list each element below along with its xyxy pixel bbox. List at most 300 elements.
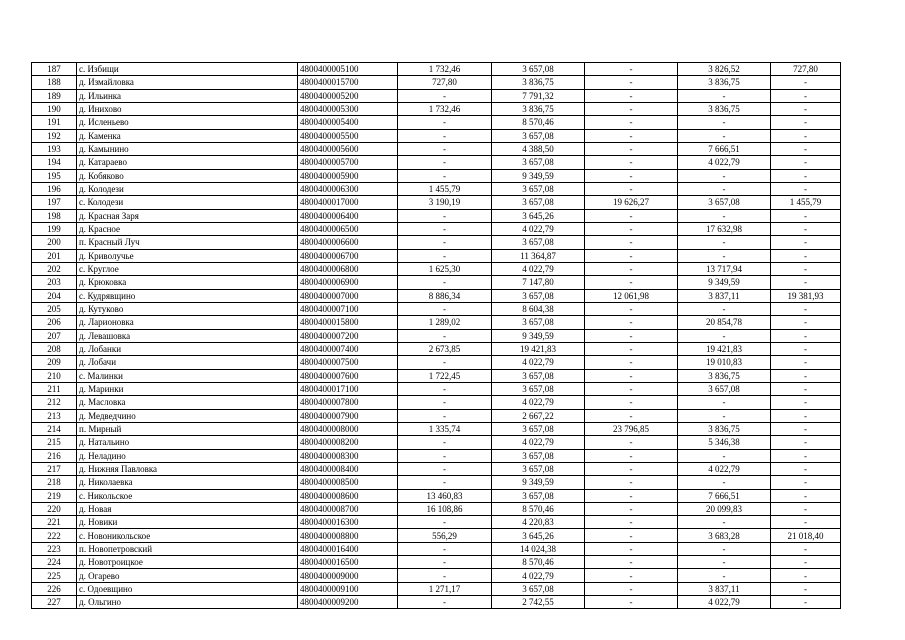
settlement-name: д. Масловка <box>77 396 298 409</box>
value-col-4: 3 826,52 <box>678 63 771 76</box>
value-col-3: - <box>585 516 678 529</box>
value-col-4: 4 022,79 <box>678 462 771 475</box>
value-col-2: 3 657,08 <box>492 129 585 142</box>
value-col-1: 1 722,45 <box>398 369 492 382</box>
settlement-name: д. Инихово <box>77 102 298 115</box>
row-number: 208 <box>32 342 77 355</box>
row-number: 193 <box>32 142 77 155</box>
value-col-5: - <box>771 249 841 262</box>
row-number: 216 <box>32 449 77 462</box>
settlement-name: с. Одоевщино <box>77 582 298 595</box>
table-row <box>32 436 841 449</box>
value-col-4: - <box>678 409 771 422</box>
value-col-3: - <box>585 596 678 609</box>
value-col-1: 16 108,86 <box>398 502 492 515</box>
oktmo-code: 4800400005500 <box>298 129 398 142</box>
value-col-3: - <box>585 396 678 409</box>
value-col-3: - <box>585 302 678 315</box>
value-col-1: - <box>398 569 492 582</box>
oktmo-code: 4800400008700 <box>298 502 398 515</box>
value-col-1: - <box>398 209 492 222</box>
oktmo-code: 4800400016400 <box>298 542 398 555</box>
table-row <box>32 76 841 89</box>
value-col-3: - <box>585 462 678 475</box>
row-number: 223 <box>32 542 77 555</box>
value-col-3: - <box>585 356 678 369</box>
value-col-4: 9 349,59 <box>678 276 771 289</box>
row-number: 205 <box>32 302 77 315</box>
value-col-5: - <box>771 276 841 289</box>
value-col-1: - <box>398 542 492 555</box>
table-row <box>32 342 841 355</box>
table-row <box>32 209 841 222</box>
settlement-name: с. Малинки <box>77 369 298 382</box>
table-row <box>32 569 841 582</box>
value-col-1: 1 625,30 <box>398 262 492 275</box>
value-col-4: 4 022,79 <box>678 156 771 169</box>
row-number: 200 <box>32 236 77 249</box>
value-col-1: - <box>398 236 492 249</box>
value-col-4: - <box>678 556 771 569</box>
value-col-5: - <box>771 182 841 195</box>
table-row <box>32 102 841 115</box>
value-col-2: 3 657,08 <box>492 316 585 329</box>
settlement-name: д. Ильинка <box>77 89 298 102</box>
table-row <box>32 516 841 529</box>
table-row <box>32 302 841 315</box>
settlement-name: д. Ольгино <box>77 596 298 609</box>
table-row <box>32 129 841 142</box>
value-col-1: 727,80 <box>398 76 492 89</box>
row-number: 224 <box>32 556 77 569</box>
settlement-name: с. Круглое <box>77 262 298 275</box>
settlement-name: с. Кудрявщино <box>77 289 298 302</box>
value-col-5: - <box>771 422 841 435</box>
value-col-3: - <box>585 476 678 489</box>
settlement-name: п. Мирный <box>77 422 298 435</box>
value-col-2: 2 667,22 <box>492 409 585 422</box>
value-col-4: - <box>678 516 771 529</box>
value-col-4: 17 632,98 <box>678 222 771 235</box>
row-number: 211 <box>32 382 77 395</box>
value-col-3: - <box>585 182 678 195</box>
settlement-name: д. Лобанки <box>77 342 298 355</box>
value-col-5: - <box>771 89 841 102</box>
oktmo-code: 4800400007600 <box>298 369 398 382</box>
oktmo-code: 4800400006400 <box>298 209 398 222</box>
table-row <box>32 489 841 502</box>
value-col-5: - <box>771 209 841 222</box>
settlement-name: д. Ларионовка <box>77 316 298 329</box>
value-col-4: - <box>678 182 771 195</box>
value-col-1: - <box>398 222 492 235</box>
value-col-5: 19 381,93 <box>771 289 841 302</box>
value-col-1: 1 455,79 <box>398 182 492 195</box>
oktmo-code: 4800400009100 <box>298 582 398 595</box>
value-col-4: 20 854,78 <box>678 316 771 329</box>
value-col-3: - <box>585 342 678 355</box>
row-number: 191 <box>32 116 77 129</box>
value-col-2: 9 349,59 <box>492 329 585 342</box>
value-col-3: - <box>585 63 678 76</box>
value-col-4: - <box>678 249 771 262</box>
value-col-1: 3 190,19 <box>398 196 492 209</box>
value-col-5: - <box>771 76 841 89</box>
row-number: 222 <box>32 529 77 542</box>
value-col-1: 1 732,46 <box>398 102 492 115</box>
value-col-1: 1 271,17 <box>398 582 492 595</box>
value-col-4: - <box>678 449 771 462</box>
value-col-3: - <box>585 329 678 342</box>
value-col-5: - <box>771 236 841 249</box>
oktmo-code: 4800400015700 <box>298 76 398 89</box>
value-col-4: 19 421,83 <box>678 342 771 355</box>
value-col-3: - <box>585 76 678 89</box>
settlement-name: д. Криволучье <box>77 249 298 262</box>
row-number: 226 <box>32 582 77 595</box>
value-col-5: - <box>771 356 841 369</box>
oktmo-code: 4800400008600 <box>298 489 398 502</box>
value-col-2: 4 022,79 <box>492 569 585 582</box>
oktmo-code: 4800400015800 <box>298 316 398 329</box>
value-col-2: 4 022,79 <box>492 222 585 235</box>
value-col-2: 3 645,26 <box>492 529 585 542</box>
settlement-name: д. Кутуково <box>77 302 298 315</box>
value-col-1: - <box>398 476 492 489</box>
settlement-name: д. Лобачи <box>77 356 298 369</box>
value-col-1: 1 289,02 <box>398 316 492 329</box>
settlement-name: д. Николаевка <box>77 476 298 489</box>
oktmo-code: 4800400005900 <box>298 169 398 182</box>
table-row <box>32 116 841 129</box>
table-row <box>32 449 841 462</box>
value-col-2: 3 657,08 <box>492 236 585 249</box>
value-col-5: - <box>771 222 841 235</box>
value-col-2: 9 349,59 <box>492 476 585 489</box>
oktmo-code: 4800400009200 <box>298 596 398 609</box>
table-row <box>32 582 841 595</box>
value-col-4: - <box>678 476 771 489</box>
value-col-3: - <box>585 529 678 542</box>
oktmo-code: 4800400006500 <box>298 222 398 235</box>
row-number: 194 <box>32 156 77 169</box>
value-col-2: 3 657,08 <box>492 422 585 435</box>
value-col-4: 5 346,38 <box>678 436 771 449</box>
value-col-5: - <box>771 596 841 609</box>
oktmo-code: 4800400017000 <box>298 196 398 209</box>
oktmo-code: 4800400005400 <box>298 116 398 129</box>
value-col-2: 3 657,08 <box>492 369 585 382</box>
value-col-5: 727,80 <box>771 63 841 76</box>
settlement-name: д. Натальино <box>77 436 298 449</box>
value-col-3: - <box>585 542 678 555</box>
oktmo-code: 4800400008000 <box>298 422 398 435</box>
oktmo-code: 4800400009000 <box>298 569 398 582</box>
table-row <box>32 196 841 209</box>
row-number: 212 <box>32 396 77 409</box>
value-col-5: - <box>771 476 841 489</box>
value-col-2: 4 388,50 <box>492 142 585 155</box>
value-col-5: - <box>771 329 841 342</box>
value-col-4: - <box>678 396 771 409</box>
value-col-1: - <box>398 436 492 449</box>
table-row <box>32 556 841 569</box>
settlement-name: д. Огарево <box>77 569 298 582</box>
value-col-1: 556,29 <box>398 529 492 542</box>
value-col-4: 13 717,94 <box>678 262 771 275</box>
value-col-2: 4 022,79 <box>492 436 585 449</box>
value-col-2: 3 657,08 <box>492 449 585 462</box>
value-col-3: - <box>585 89 678 102</box>
value-col-5: - <box>771 382 841 395</box>
value-col-1: 1 335,74 <box>398 422 492 435</box>
value-col-3: - <box>585 276 678 289</box>
value-col-4: 3 836,75 <box>678 76 771 89</box>
row-number: 195 <box>32 169 77 182</box>
settlement-name: с. Новоникольское <box>77 529 298 542</box>
settlement-name: д. Камынино <box>77 142 298 155</box>
value-col-2: 3 657,08 <box>492 156 585 169</box>
value-col-3: - <box>585 556 678 569</box>
row-number: 206 <box>32 316 77 329</box>
value-col-3: - <box>585 222 678 235</box>
value-col-2: 8 570,46 <box>492 502 585 515</box>
value-col-3: - <box>585 369 678 382</box>
value-col-2: 7 791,32 <box>492 89 585 102</box>
row-number: 190 <box>32 102 77 115</box>
oktmo-code: 4800400006300 <box>298 182 398 195</box>
row-number: 210 <box>32 369 77 382</box>
value-col-3: - <box>585 449 678 462</box>
settlement-name: д. Левашовка <box>77 329 298 342</box>
value-col-2: 7 147,80 <box>492 276 585 289</box>
value-col-3: - <box>585 262 678 275</box>
row-number: 218 <box>32 476 77 489</box>
table-row <box>32 89 841 102</box>
oktmo-code: 4800400007400 <box>298 342 398 355</box>
value-col-5: - <box>771 489 841 502</box>
value-col-1: 13 460,83 <box>398 489 492 502</box>
table-row <box>32 156 841 169</box>
settlement-name: с. Никольское <box>77 489 298 502</box>
value-col-3: - <box>585 116 678 129</box>
value-col-2: 3 657,08 <box>492 196 585 209</box>
settlement-name: д. Кобяково <box>77 169 298 182</box>
settlement-name: д. Маринки <box>77 382 298 395</box>
value-col-3: - <box>585 436 678 449</box>
value-col-2: 8 570,46 <box>492 556 585 569</box>
value-col-5: - <box>771 342 841 355</box>
oktmo-code: 4800400008300 <box>298 449 398 462</box>
value-col-3: - <box>585 236 678 249</box>
value-col-2: 8 604,38 <box>492 302 585 315</box>
table-row <box>32 236 841 249</box>
value-col-4: - <box>678 329 771 342</box>
row-number: 215 <box>32 436 77 449</box>
value-col-5: - <box>771 169 841 182</box>
value-col-4: - <box>678 129 771 142</box>
settlement-name: д. Новая <box>77 502 298 515</box>
row-number: 204 <box>32 289 77 302</box>
value-col-4: - <box>678 569 771 582</box>
value-col-2: 11 364,87 <box>492 249 585 262</box>
table-row <box>32 63 841 76</box>
settlement-name: д. Измайловка <box>77 76 298 89</box>
value-col-5: - <box>771 569 841 582</box>
row-number: 221 <box>32 516 77 529</box>
oktmo-code: 4800400006700 <box>298 249 398 262</box>
value-col-4: 3 836,75 <box>678 422 771 435</box>
settlement-name: д. Нижняя Павловка <box>77 462 298 475</box>
settlement-name: д. Новики <box>77 516 298 529</box>
value-col-3: - <box>585 569 678 582</box>
table-row <box>32 409 841 422</box>
settlement-name: д. Каменка <box>77 129 298 142</box>
value-col-1: - <box>398 156 492 169</box>
value-col-5: - <box>771 316 841 329</box>
value-col-1: - <box>398 396 492 409</box>
table-row <box>32 276 841 289</box>
row-number: 214 <box>32 422 77 435</box>
value-col-3: - <box>585 169 678 182</box>
value-col-5: - <box>771 556 841 569</box>
value-col-4: - <box>678 236 771 249</box>
row-number: 197 <box>32 196 77 209</box>
row-number: 196 <box>32 182 77 195</box>
value-col-1: 2 673,85 <box>398 342 492 355</box>
row-number: 201 <box>32 249 77 262</box>
settlement-name: д. Катараево <box>77 156 298 169</box>
value-col-3: - <box>585 489 678 502</box>
value-col-1: - <box>398 142 492 155</box>
value-col-1: - <box>398 382 492 395</box>
value-col-2: 3 836,75 <box>492 76 585 89</box>
value-col-4: 4 022,79 <box>678 596 771 609</box>
value-col-2: 14 024,38 <box>492 542 585 555</box>
value-col-1: - <box>398 356 492 369</box>
oktmo-code: 4800400016300 <box>298 516 398 529</box>
value-col-5: - <box>771 462 841 475</box>
table-row <box>32 262 841 275</box>
value-col-4: 7 666,51 <box>678 489 771 502</box>
table-row <box>32 596 841 609</box>
settlements-table <box>31 62 841 609</box>
value-col-1: - <box>398 329 492 342</box>
row-number: 225 <box>32 569 77 582</box>
oktmo-code: 4800400005600 <box>298 142 398 155</box>
value-col-1: - <box>398 596 492 609</box>
value-col-2: 3 657,08 <box>492 182 585 195</box>
value-col-4: - <box>678 116 771 129</box>
value-col-3: - <box>585 382 678 395</box>
value-col-2: 3 645,26 <box>492 209 585 222</box>
table-row <box>32 222 841 235</box>
row-number: 209 <box>32 356 77 369</box>
value-col-5: - <box>771 116 841 129</box>
oktmo-code: 4800400007000 <box>298 289 398 302</box>
value-col-3: - <box>585 156 678 169</box>
value-col-5: 1 455,79 <box>771 196 841 209</box>
value-col-1: - <box>398 249 492 262</box>
row-number: 217 <box>32 462 77 475</box>
table-row <box>32 462 841 475</box>
value-col-3: - <box>585 582 678 595</box>
value-col-2: 3 657,08 <box>492 582 585 595</box>
value-col-3: - <box>585 249 678 262</box>
value-col-5: - <box>771 142 841 155</box>
row-number: 203 <box>32 276 77 289</box>
value-col-1: - <box>398 116 492 129</box>
value-col-4: - <box>678 169 771 182</box>
value-col-5: - <box>771 369 841 382</box>
value-col-4: 20 099,83 <box>678 502 771 515</box>
value-col-5: 21 018,40 <box>771 529 841 542</box>
value-col-4: 3 657,08 <box>678 196 771 209</box>
oktmo-code: 4800400006600 <box>298 236 398 249</box>
value-col-2: 3 657,08 <box>492 382 585 395</box>
value-col-5: - <box>771 129 841 142</box>
row-number: 227 <box>32 596 77 609</box>
oktmo-code: 4800400007900 <box>298 409 398 422</box>
row-number: 202 <box>32 262 77 275</box>
value-col-3: 12 061,98 <box>585 289 678 302</box>
value-col-3: 19 626,27 <box>585 196 678 209</box>
table-row <box>32 529 841 542</box>
table-row <box>32 502 841 515</box>
table-row <box>32 169 841 182</box>
value-col-1: - <box>398 276 492 289</box>
settlement-name: с. Избищи <box>77 63 298 76</box>
value-col-5: - <box>771 449 841 462</box>
settlement-name: д. Колодези <box>77 182 298 195</box>
value-col-5: - <box>771 542 841 555</box>
value-col-2: 3 657,08 <box>492 63 585 76</box>
table-body <box>32 63 841 609</box>
oktmo-code: 4800400006900 <box>298 276 398 289</box>
value-col-3: 23 796,85 <box>585 422 678 435</box>
value-col-5: - <box>771 582 841 595</box>
value-col-2: 3 657,08 <box>492 289 585 302</box>
value-col-3: - <box>585 129 678 142</box>
oktmo-code: 4800400016500 <box>298 556 398 569</box>
value-col-1: - <box>398 462 492 475</box>
row-number: 189 <box>32 89 77 102</box>
settlement-name: п. Красный Луч <box>77 236 298 249</box>
table-row <box>32 182 841 195</box>
table-row <box>32 142 841 155</box>
value-col-2: 2 742,55 <box>492 596 585 609</box>
value-col-5: - <box>771 436 841 449</box>
value-col-5: - <box>771 102 841 115</box>
value-col-3: - <box>585 209 678 222</box>
table-row <box>32 329 841 342</box>
row-number: 213 <box>32 409 77 422</box>
row-number: 199 <box>32 222 77 235</box>
value-col-1: - <box>398 556 492 569</box>
oktmo-code: 4800400017100 <box>298 382 398 395</box>
value-col-4: 3 657,08 <box>678 382 771 395</box>
value-col-1: 8 886,34 <box>398 289 492 302</box>
table-row <box>32 289 841 302</box>
settlement-name: д. Крюковка <box>77 276 298 289</box>
row-number: 198 <box>32 209 77 222</box>
value-col-4: 3 837,11 <box>678 289 771 302</box>
value-col-1: - <box>398 516 492 529</box>
table-row <box>32 542 841 555</box>
value-col-1: - <box>398 169 492 182</box>
settlement-name: д. Красная Заря <box>77 209 298 222</box>
row-number: 187 <box>32 63 77 76</box>
